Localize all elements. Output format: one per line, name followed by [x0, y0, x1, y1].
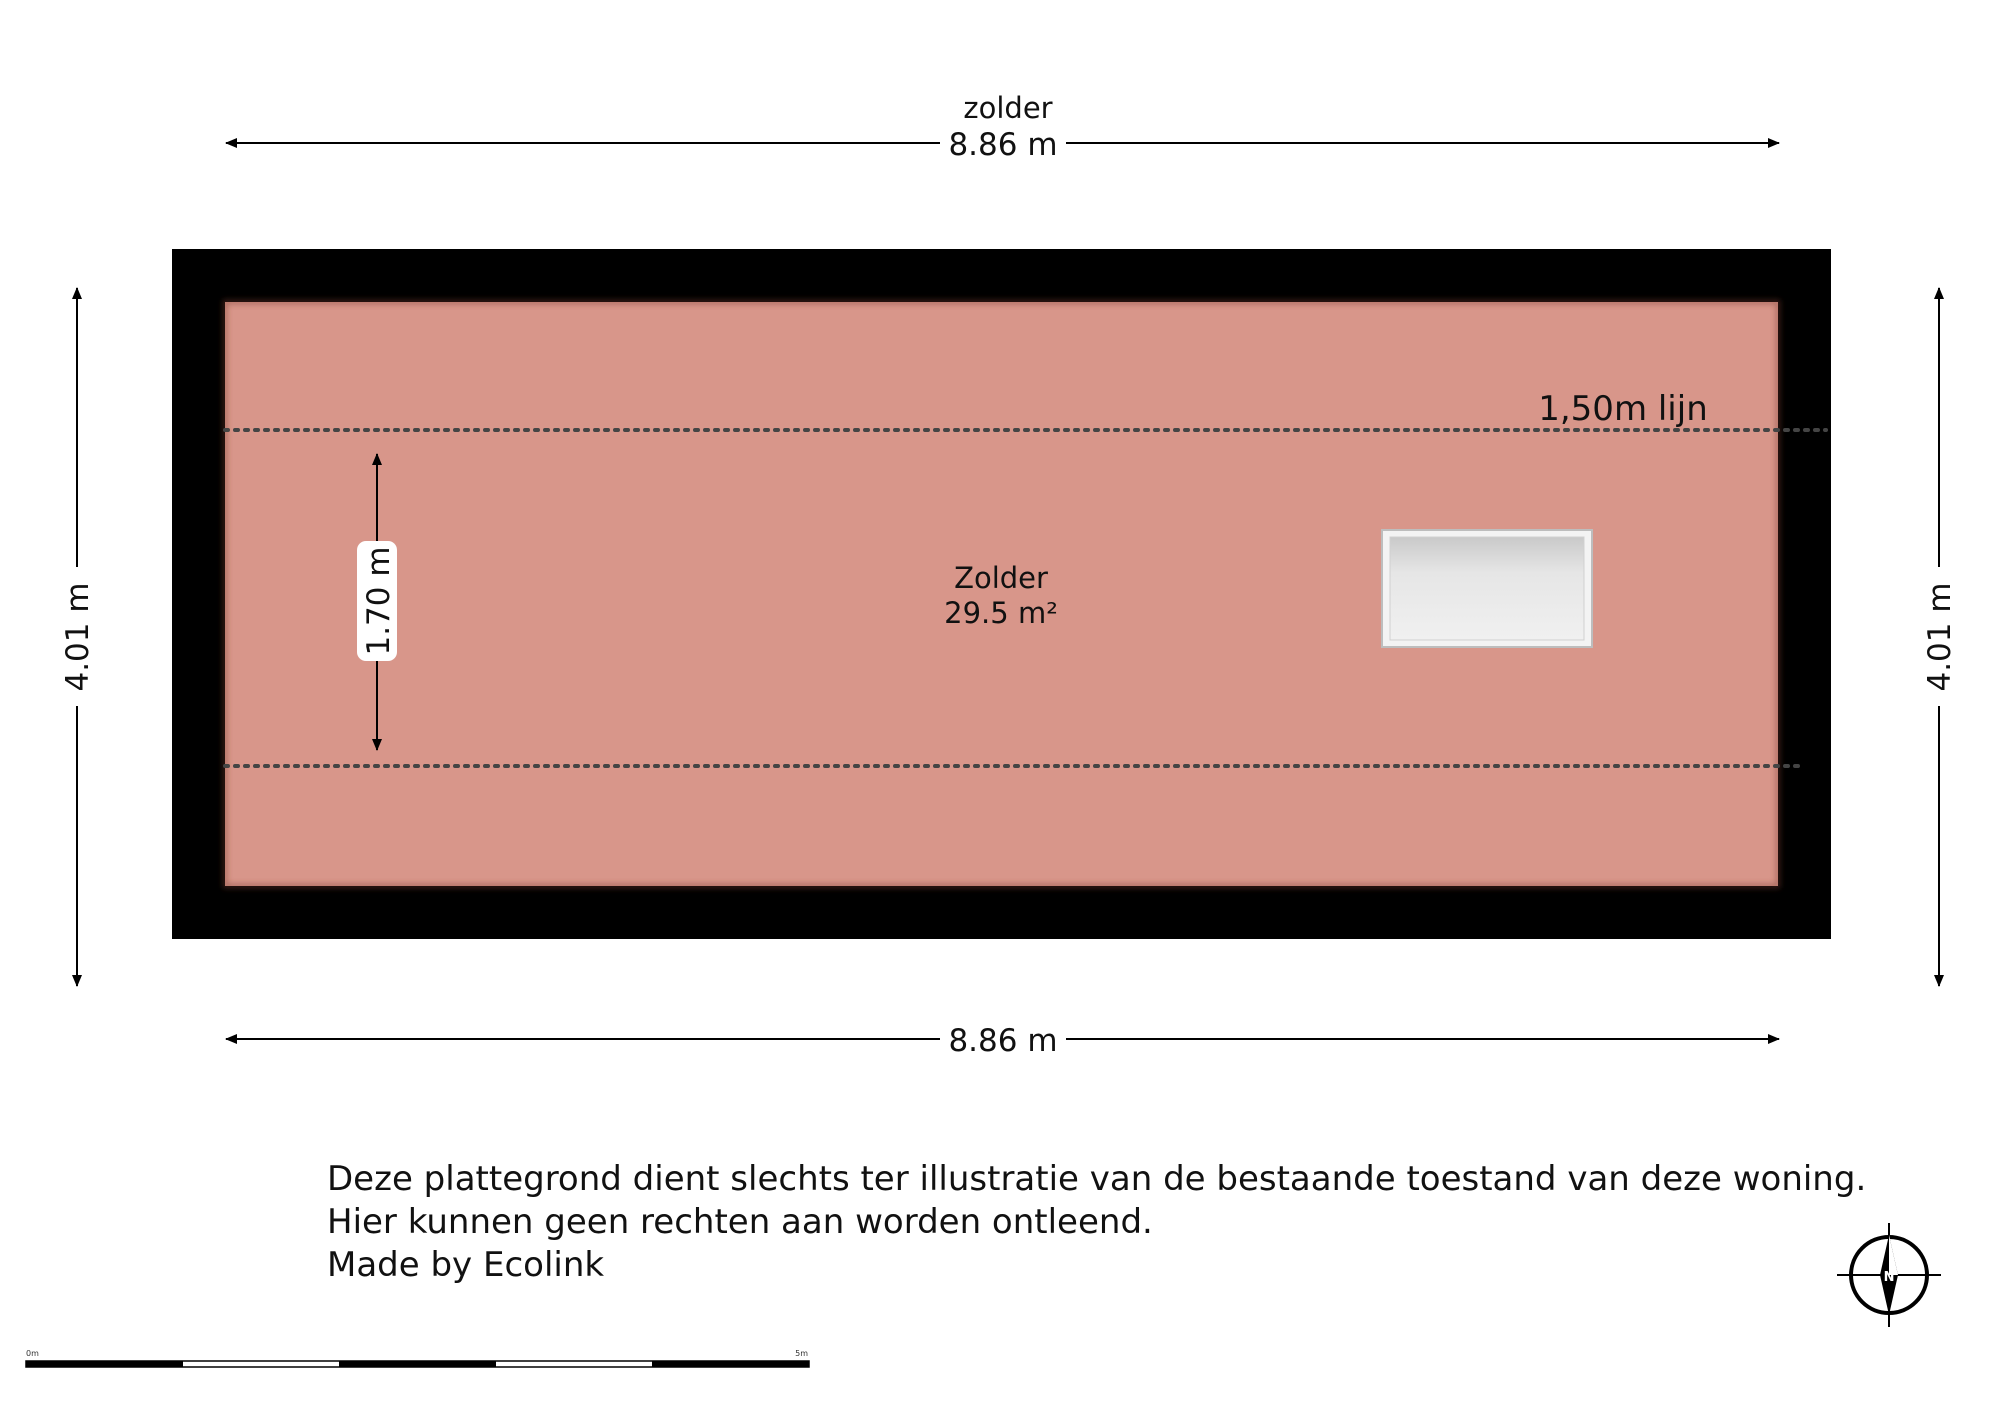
- floor-name-label: zolder: [963, 91, 1053, 125]
- skylight-glass: [1390, 537, 1584, 640]
- top-dimension-label: 8.86 m: [948, 127, 1058, 163]
- right-dimension-label: 4.01 m: [1922, 582, 1958, 692]
- disclaimer-line-2: Hier kunnen geen rechten aan worden ontleend.: [327, 1202, 1153, 1242]
- disclaimer-line-3: Made by Ecolink: [327, 1245, 605, 1285]
- scale-bar-start-label: 0m: [26, 1349, 39, 1358]
- disclaimer-line-1: Deze plattegrond dient slechts ter illustratie van de bestaande toestand van deze woning.: [327, 1159, 1867, 1199]
- height-dimension-label: 1.70 m: [361, 546, 397, 656]
- disclaimer: [327, 1158, 1866, 1287]
- bottom-dimension-label: 8.86 m: [948, 1023, 1058, 1059]
- room-area: 29.5 m²: [944, 596, 1058, 630]
- compass-north-label: N: [1883, 1270, 1895, 1285]
- height-line-label: 1,50m lijn: [1538, 389, 1708, 429]
- scale-bar-end-label: 5m: [795, 1349, 808, 1358]
- left-dimension-label: 4.01 m: [60, 582, 96, 692]
- scale-bar: [26, 1349, 809, 1367]
- room-name: Zolder: [954, 561, 1048, 595]
